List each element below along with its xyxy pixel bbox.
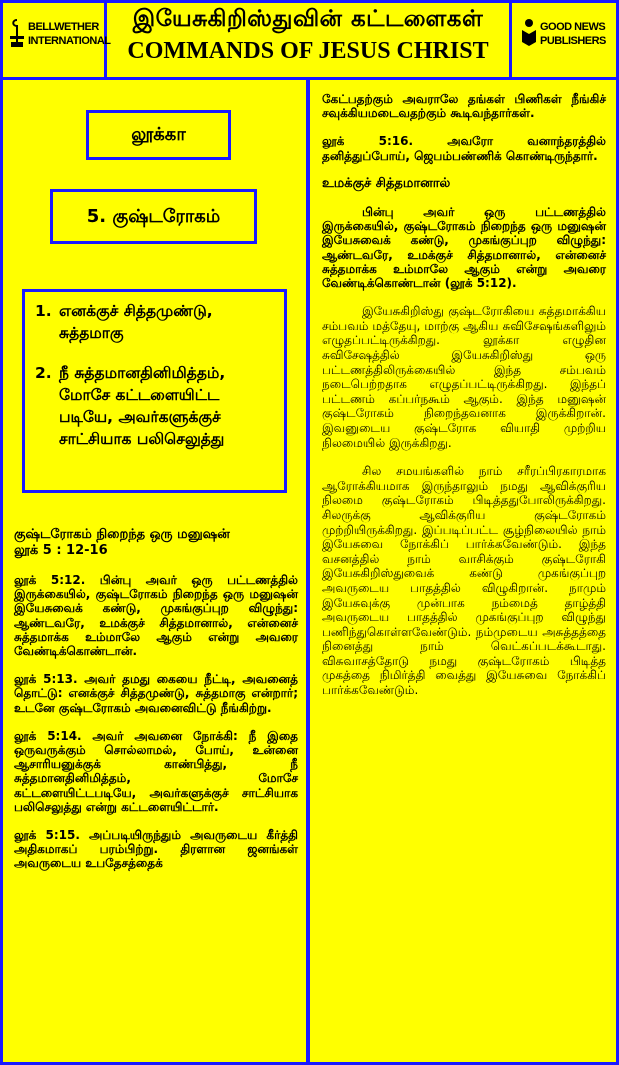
header (0, 0, 619, 80)
command-text: நீ சுத்தமானதினிமித்தம், மோசே கட்டளையிட்ட படியே, அவர்களுக்குச் சாட்சியாக பலிசெலுத்து (59, 364, 226, 448)
left-logo-line2: INTERNATIONAL (28, 35, 111, 47)
commentary-paragraph-2: சில சமயங்களில் நாம் சரீரப்பிரகாரமாக ஆரோக்கியமாக இருந்தாலும் நமது ஆவிக்குரிய நிலமை குஷ்டரோகம் பிடித்ததுபோலிருக்கிறது. சிலருக்கு ஆவிக்குரிய குஷ்டரோகம் முற்றியிருக்கிறது. இப்படிப்பட்ட சூழ்நிலையில் நாம் இயேசுவை நோக்கிப் பார்க்கவேண்டும். இந்த வசனத்தில் நாம் வாசிக்கும் குஷ்டரோகி இயேசுகிறிஸ்துவைக் கண்டு முகங்குப்புற அவருடைய பாதத்தில் விழுகிறான். நாமும் இயேசுவுக்கு முன்பாக நம்மைத் தாழ்த்தி அவருடைய பாதத்தில் முகங்குப்புற விழுந்து பணிந்துகொள்ளவேண்டும். நம்முடைய அசுத்தத்தை நினைத்து நாம் வெட்கப்படக்கூடாது. விசுவாசத்தோடு நமது குஷ்டரோகம் பிடித்த முகத்தை நிமிர்த்தி வைத்து இயேசுவை நோக்கிப் பார்க்கவேண்டும். (322, 464, 606, 698)
section-title: குஷ்டரோகம் நிறைந்த ஒரு மனுஷன் (14, 527, 230, 542)
right-logo-cell (512, 0, 619, 77)
verse-5-16: லூக் 5:16. அவரோ வனாந்தரத்தில் தனித்துப்போய், ஜெபம்பண்ணிக் கொண்டிருந்தார். (322, 134, 606, 163)
command-number: 2. (35, 364, 52, 382)
title-english: COMMANDS OF JESUS CHRIST (127, 38, 489, 64)
shepherd-staff-icon (8, 18, 26, 48)
commentary-heading: உமக்குச் சித்தமானால் (322, 175, 451, 191)
verse-5-12: லூக் 5:12. பின்பு அவர் ஒரு பட்டணத்தில் இருக்கையில், குஷ்டரோகம் நிறைந்த ஒரு மனுஷன் இயேசுவைக் கண்டு, முகங்குப்புற விழுந்து: ஆண்டவரே, உமக்குச் சித்தமானால், என்னைச் சுத்தமாக்க உம்மாலே ஆகும் என்று அவரை வேண்டிக்கொண்டான். (14, 573, 298, 659)
verse-5-13: லூக் 5:13. அவர் தமது கையை நீட்டி, அவனைத் தொட்டு: எனக்குச் சித்தமுண்டு, சுத்தமாகு என்றார்; உடனே குஷ்டரோகம் அவனைவிட்டு நீங்கிற்று. (14, 672, 298, 715)
column-divider (306, 80, 310, 1065)
command-number: 1. (35, 302, 52, 320)
left-column (14, 527, 298, 885)
section-reference: லூக் 5 : 12-16 (14, 543, 108, 558)
verse-5-15: லூக் 5:15. அப்படியிருந்தும் அவருடைய கீர்த்தி அதிகமாகப் பரம்பிற்று. திரளான ஜனங்கள் அவருடைய உபதேசத்தைக் (14, 828, 298, 871)
book-reader-icon (520, 18, 538, 48)
right-logo-line1: GOOD NEWS (540, 21, 606, 33)
commentary-quote: பின்பு அவர் ஒரு பட்டணத்தில் இருக்கையில், குஷ்டரோகம் நிறைந்த ஒரு மனுஷன் இயேசுவைக் கண்டு, முகங்குப்புற விழுந்து: ஆண்டவரே, உமக்குச் சித்தமானால், என்னைச் சுத்தமாக்க உம்மாலே ஆகும் என்று அவரை வேண்டிக்கொண்டான் (லூக் 5:12). (322, 205, 606, 291)
title-tamil: இயேசுகிறிஸ்துவின் கட்டளைகள் (132, 6, 484, 32)
verse-5-14: லூக் 5:14. அவர் அவனை நோக்கி: நீ இதை ஒருவருக்கும் சொல்லாமல், போய், உன்னை ஆசாரியனுக்குக் காண்பித்து, நீ சுத்தமானதினிமித்தம், மோசே கட்டளையிட்டபடியே, அவர்களுக்குச் சாட்சியாக பலிசெலுத்து என்று கட்டளையிட்டார். (14, 728, 298, 814)
title-cell (107, 0, 512, 77)
commands-box (22, 289, 287, 493)
command-item-2 (35, 362, 274, 450)
command-text: எனக்குச் சித்தமுண்டு, சுத்தமாகு (59, 302, 213, 342)
left-logo-line1: BELLWETHER (28, 21, 99, 33)
right-column (322, 92, 606, 712)
left-logo-cell (0, 0, 111, 77)
verse-5-15-continued: கேட்பதற்கும் அவராலே தங்கள் பிணிகள் நீங்கிச் சவுக்கியமடைவதற்கும் கூடிவந்தார்கள். (322, 92, 606, 121)
chapter-title-box: 5. குஷ்டரோகம் (50, 189, 257, 244)
section-title-block (14, 527, 298, 559)
right-logo-line2: PUBLISHERS (540, 35, 606, 47)
book-title-box: லூக்கா (86, 110, 231, 160)
commentary-paragraph-1: இயேசுகிறிஸ்து குஷ்டரோகியை சுத்தமாக்கிய சம்பவம் மத்தேயு, மாற்கு ஆகிய சுவிசேஷங்களிலும் எழுதப்பட்டிருக்கிறது. லூக்கா எழுதின சுவிசேஷத்தில் இயேசுகிறிஸ்து ஒரு பட்டணத்திலிருக்கையில் இந்த சம்பவம் நடைபெற்றதாக எழுதப்பட்டிருக்கிறது. இந்தப் பட்டணம் கப்பர்நகூம் ஆகும். இந்த மனுஷன் குஷ்டரோகம் நிறைந்தவனாக இருக்கிறான். இவனுடைய குஷ்டரோக வியாதி முற்றிய நிலமையில் இருக்கிறது. (322, 304, 606, 450)
command-item-1 (35, 300, 274, 344)
